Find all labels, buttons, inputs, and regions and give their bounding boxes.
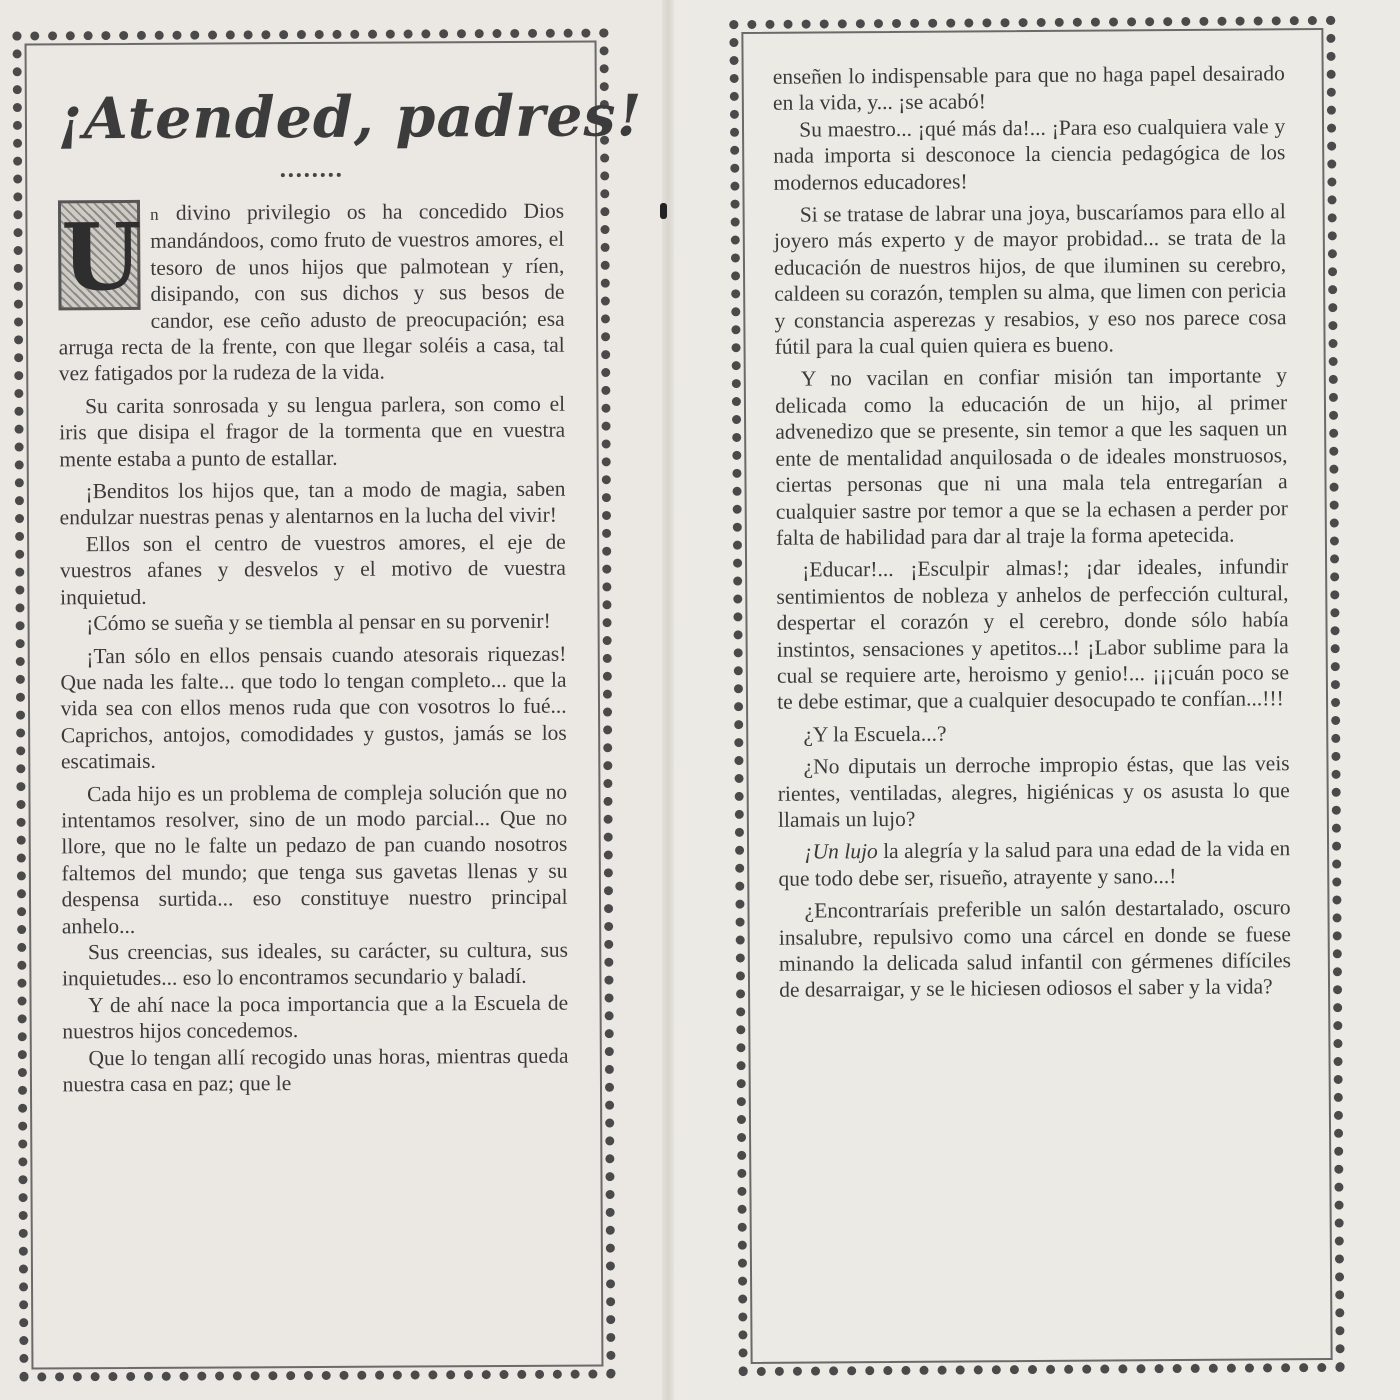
continuation-paragraph: enseñen lo indispensable para que no haga papel desairado en la vida, y... ¡se acabó!	[772, 61, 1285, 116]
paragraph: Si se tratase de labrar una joya, buscaríamos para ello al joyero más experto y de mayor probidad... se trata de la educación de nuestros hijos, de que iluminen su cerebro, caldeen su corazón, templen su alma, que limen con pericia y constancia asperezas y resabios, y eso nos parece cosa fútil para la cual quien quiera es bueno.	[773, 199, 1287, 359]
paragraph: ¡Cómo se sueña y se tiembla al pensar en su porvenir!	[86, 608, 551, 636]
title-ornament-rule	[281, 173, 341, 177]
paragraph: Su maestro... ¡qué más da!... ¡Para eso cualquiera vale y nada importa si desconoce la ciencia pedagógica de los modernos educadores!	[773, 114, 1286, 195]
paragraph: ¡Educar!... ¡Esculpir almas!; ¡dar ideales, infundir sentimientos de nobleza y anhelos de perfección cultural, despertar el corazón y el cerebro, donde sólo había instintos, sensaciones y apetitos...! ¡Labor sublime para la cual se requiere arte, heroismo y genio!... ¡¡¡cuán poco se te debe estimar, que a cualquier desocupado te confían...!!!	[776, 554, 1290, 715]
paragraph: Que lo tengan allí recogido unas horas, mientras queda nuestra casa en paz; que le	[62, 1043, 569, 1097]
paragraph: Y de ahí nace la poca importancia que a la Escuela de nuestros hijos concedemos.	[62, 990, 569, 1044]
paragraph: ¡Benditos los hijos que, tan a modo de magia, saben endulzar nuestras penas y alentarnos en la lucha del vivir!	[59, 476, 566, 530]
left-body-text	[58, 198, 569, 1098]
page-title: ¡Atended, padres!	[57, 82, 643, 153]
paragraph: Cada hijo es un problema de compleja solución que no intentamos resolver, sino de un modo parcial... Que no llore, que no le falte un pedazo de pan cuando nosotros faltemos del mundo; que tenga sus gavetas llenas y su despensa surtida... eso constituye nuestro principal anhelo...	[61, 779, 568, 938]
paragraph: Ellos son el centro de vuestros amores, el eje de vuestros afanes y desvelos y el motivo de vuestra inquietud.	[59, 529, 566, 610]
first-paragraph-text: divino privilegio os ha concedido Dios mandándoos, como fruto de vuestros amores, el tesoro de unos hijos que palmotean y ríen, disipando, con sus dichos y sus besos de candor, ese ceño adusto de preocupación; esa arruga recta de la frente, con que llegar soléis a casa, tal vez fatigados por la rudeza de la vida.	[58, 198, 565, 386]
paragraph: ¡Tan sólo en ellos pensais cuando atesorais riquezas! Que nada les falte... que todo lo tengan completo... que la vida sea con ellos menos ruda que con vosotros lo fué... Caprichos, antojos, comodidades y gustos, jamás se los escatimais.	[60, 641, 567, 774]
lujo-italic: ¡Un lujo	[804, 839, 878, 864]
right-body-text	[773, 60, 1292, 1003]
paragraph: Y no vacilan en confiar misión tan importante y delicada como la educación de un hijo, al primer advenedizo que se presente, sin temor a que les saquen un ente de mentalidad anquilosada o de ideales monstruosos, ciertas personas que ni una mala tela entregarían a cualquier sastre por temor a que se la echasen a perder por falta de habilidad para dar al traje la forma apetecida.	[775, 363, 1288, 550]
first-paragraph	[58, 198, 565, 387]
left-page	[57, 75, 643, 1098]
fold-mark	[660, 203, 667, 219]
paragraph: Sus creencias, sus ideales, su carácter, su cultura, sus inquietudes... eso lo encontramos secundario y baladí.	[61, 937, 568, 991]
right-page	[773, 60, 1292, 1003]
paragraph: ¿No diputais un derroche impropio éstas, que las veis rientes, ventiladas, alegres, higiénicas y os asusta lo que llamais un lujo?	[777, 751, 1290, 832]
paragraph: ¿Y la Escuela...?	[803, 721, 947, 747]
illuminated-initial	[58, 200, 141, 310]
paragraph: Su carita sonrosada y su lengua parlera, son como el iris que disipa el fragor de la tormenta que en vuestra mente estaba a punto de estallar.	[59, 391, 566, 471]
last-paragraph: ¿Encontraríais preferible un salón destartalado, oscuro insalubre, repulsivo como una cárcel en donde se fuese minando la delicada salud infantil con gérmenes difíciles de desarraigar, y se le hiciesen odiosos el saber y la vida?	[778, 895, 1292, 1003]
illuminated-initial-letter: U	[60, 202, 142, 312]
first-word-rest: n	[150, 204, 160, 224]
lujo-paragraph	[778, 836, 1290, 892]
lujo-rest: la alegría y la salud para una edad de la vida en que todo debe ser, risueño, atrayente y sano...!	[778, 836, 1291, 891]
